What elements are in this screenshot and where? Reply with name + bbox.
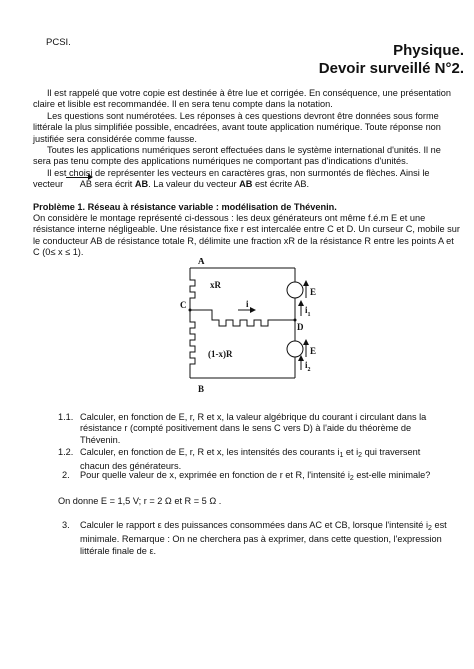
subscript: 2 xyxy=(358,452,363,459)
subscript: 1 xyxy=(339,452,344,459)
intro-paragraph-4 xyxy=(33,168,461,191)
circuit-diagram xyxy=(170,258,330,398)
label-b: B xyxy=(198,384,205,394)
question-line: littérale finale de ε. xyxy=(80,545,157,556)
current-arrowhead-i xyxy=(250,307,256,313)
intro-paragraph-3: Toutes les applications numériques seront effectuées dans le système international d'unités. Il ne sera pas tenu compte des applications numériques ne comportant pas d'indications d'unités. xyxy=(33,145,441,167)
question-line xyxy=(80,447,420,461)
problem-text: On considère le montage représenté ci-dessous : les deux générateurs ont même f.é.m E et une résistance interne négligeable. Une résistance fixe r est intercalée entre C et D. Un curseur C, mobile sur le conducteur AB de résistance totale R, délimite une fraction xR de la résistance R entre les points A et C (0≤ x ≤ 1). xyxy=(33,213,460,257)
problem-title: Problème 1. Réseau à résistance variable : modélisation de Thévenin. xyxy=(33,202,337,212)
intro-p4-text-b: sera écrit xyxy=(94,179,133,190)
question-line: chacun des générateurs. xyxy=(80,461,182,472)
question-text: et i xyxy=(343,447,359,457)
intro-p4-text-c: . La valeur du vecteur xyxy=(148,179,237,190)
vector-ab: AB xyxy=(66,179,92,190)
question-text: Pour quelle valeur de x, exprimée en fonction de r et R, l'intensité i xyxy=(80,470,350,480)
question-line: Thévenin. xyxy=(80,434,121,445)
question-text: Calculer le rapport ε des puissances consommées dans AC et CB, lorsque l'intensité i xyxy=(80,520,428,530)
question-line xyxy=(80,520,447,534)
label-e-bottom: E xyxy=(310,346,317,356)
question-text: qui traversent xyxy=(362,447,421,457)
generator-top xyxy=(287,282,303,298)
vector-ab-bold: AB xyxy=(134,179,149,190)
subscript: 2 xyxy=(428,525,432,532)
current-arrowhead-i1 xyxy=(298,300,304,306)
given-values: On donne E = 1,5 V; r = 2 Ω et R = 5 Ω . xyxy=(58,496,222,506)
question-number: 2. xyxy=(62,470,70,480)
question-line: résistance r (compté positivement dans le sens C vers D) à l'aide du théorème de xyxy=(80,423,412,434)
label-e-top: E xyxy=(310,287,317,297)
course-label: PCSI. xyxy=(46,37,71,48)
question-text: est-elle minimale? xyxy=(353,470,431,480)
question-number: 1.2. xyxy=(58,447,74,457)
resistor-r xyxy=(190,310,295,326)
emf-arrowhead-top xyxy=(303,280,309,286)
label-i2: $i_2$ xyxy=(305,360,311,373)
label-i: i xyxy=(246,299,249,309)
node-c xyxy=(189,309,192,312)
resistor-xr xyxy=(190,268,195,305)
vector-ab-bold-2: AB xyxy=(239,179,253,190)
resistor-1-x-r xyxy=(190,315,195,378)
label-a: A xyxy=(198,258,205,266)
intro-paragraph-1: Il est rappelé que votre copie est destinée à être lue et corrigée. En conséquence, une présentation claire et lisible est recommandée. Il en sera tenu compte dans la notation. xyxy=(33,88,452,110)
label-1-x-r: (1-x)R xyxy=(208,349,233,359)
question-text: est xyxy=(431,520,447,530)
intro-p4-text-a: Il est choisi de représenter les vecteurs en caractères gras, non surmontés de flèches. Ainsi le vecteur xyxy=(33,168,430,190)
label-d: D xyxy=(297,322,304,332)
subscript: 2 xyxy=(349,475,354,482)
page-title: Physique. xyxy=(393,42,464,59)
question-line: minimale. Remarque : On ne cherchera pas à exprimer, dans cette question, l'expression xyxy=(80,534,442,545)
page-subtitle: Devoir surveillé N°2. xyxy=(318,60,464,77)
question-text: Calculer, en fonction de E, r, R et x, les intensités des courants i xyxy=(80,447,340,457)
label-xr: xR xyxy=(210,280,221,290)
intro-p4-text-d: est écrite AB. xyxy=(254,179,310,190)
emf-arrowhead-bottom xyxy=(303,339,309,345)
label-c: C xyxy=(180,300,187,310)
generator-bottom xyxy=(287,341,303,357)
question-number: 3. xyxy=(62,520,70,530)
question-number: 1.1. xyxy=(58,412,74,422)
label-i1: $i_1$ xyxy=(305,305,311,318)
question-line: Calculer, en fonction de E, r, R et x, la valeur algébrique du courant i circulant dans la xyxy=(80,412,427,422)
intro-paragraph-2: Les questions sont numérotées. Les réponses à ces questions devront être données sous forme littérale la plus simplifiée possible, encadrées, avant toute application numérique. Toute réponse non justifiée sera considérée comme fausse. xyxy=(33,111,441,144)
